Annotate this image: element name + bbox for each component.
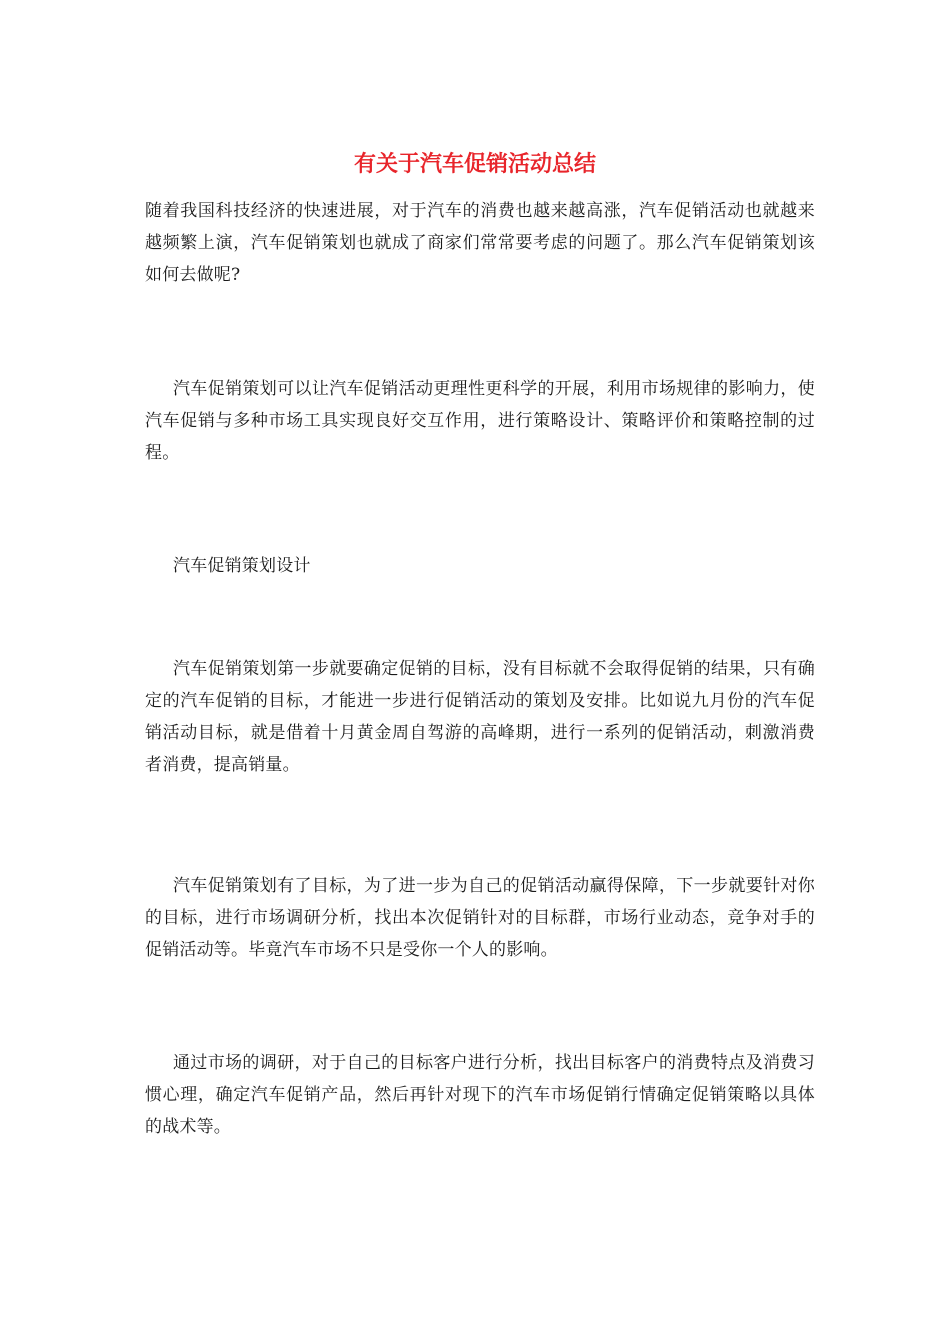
- paragraph-intro: 随着我国科技经济的快速进展，对于汽车的消费也越来越高涨，汽车促销活动也就越来越频繁上演，汽车促销策划也就成了商家们常常要考虑的问题了。那么汽车促销策划该如何去做呢?: [145, 201, 815, 285]
- paragraph-step-three: 通过市场的调研，对于自己的目标客户进行分析，找出目标客户的消费特点及消费习惯心理，确定汽车促销产品，然后再针对现下的汽车市场促销行情确定促销策略以具体的战术等。: [145, 1053, 815, 1137]
- paragraph-step-one: 汽车促销策划第一步就要确定促销的目标，没有目标就不会取得促销的结果，只有确定的汽车促销的目标，才能进一步进行促销活动的策划及安排。比如说九月份的汽车促销活动目标，就是借着十月黄金周自驾游的高峰期，进行一系列的促销活动，刺激消费者消费，提高销量。: [145, 659, 815, 775]
- document-title: 有关于汽车促销活动总结: [353, 152, 596, 177]
- paragraph-definition: 汽车促销策划可以让汽车促销活动更理性更科学的开展，利用市场规律的影响力，使汽车促销与多种市场工具实现良好交互作用，进行策略设计、策略评价和策略控制的过程。: [145, 379, 815, 463]
- section-heading-design: 汽车促销策划设计: [173, 556, 311, 576]
- paragraph-step-two: 汽车促销策划有了目标，为了进一步为自己的促销活动赢得保障，下一步就要针对你的目标，进行市场调研分析，找出本次促销针对的目标群，市场行业动态，竞争对手的促销活动等。毕竟汽车市场不只是受你一个人的影响。: [145, 876, 815, 960]
